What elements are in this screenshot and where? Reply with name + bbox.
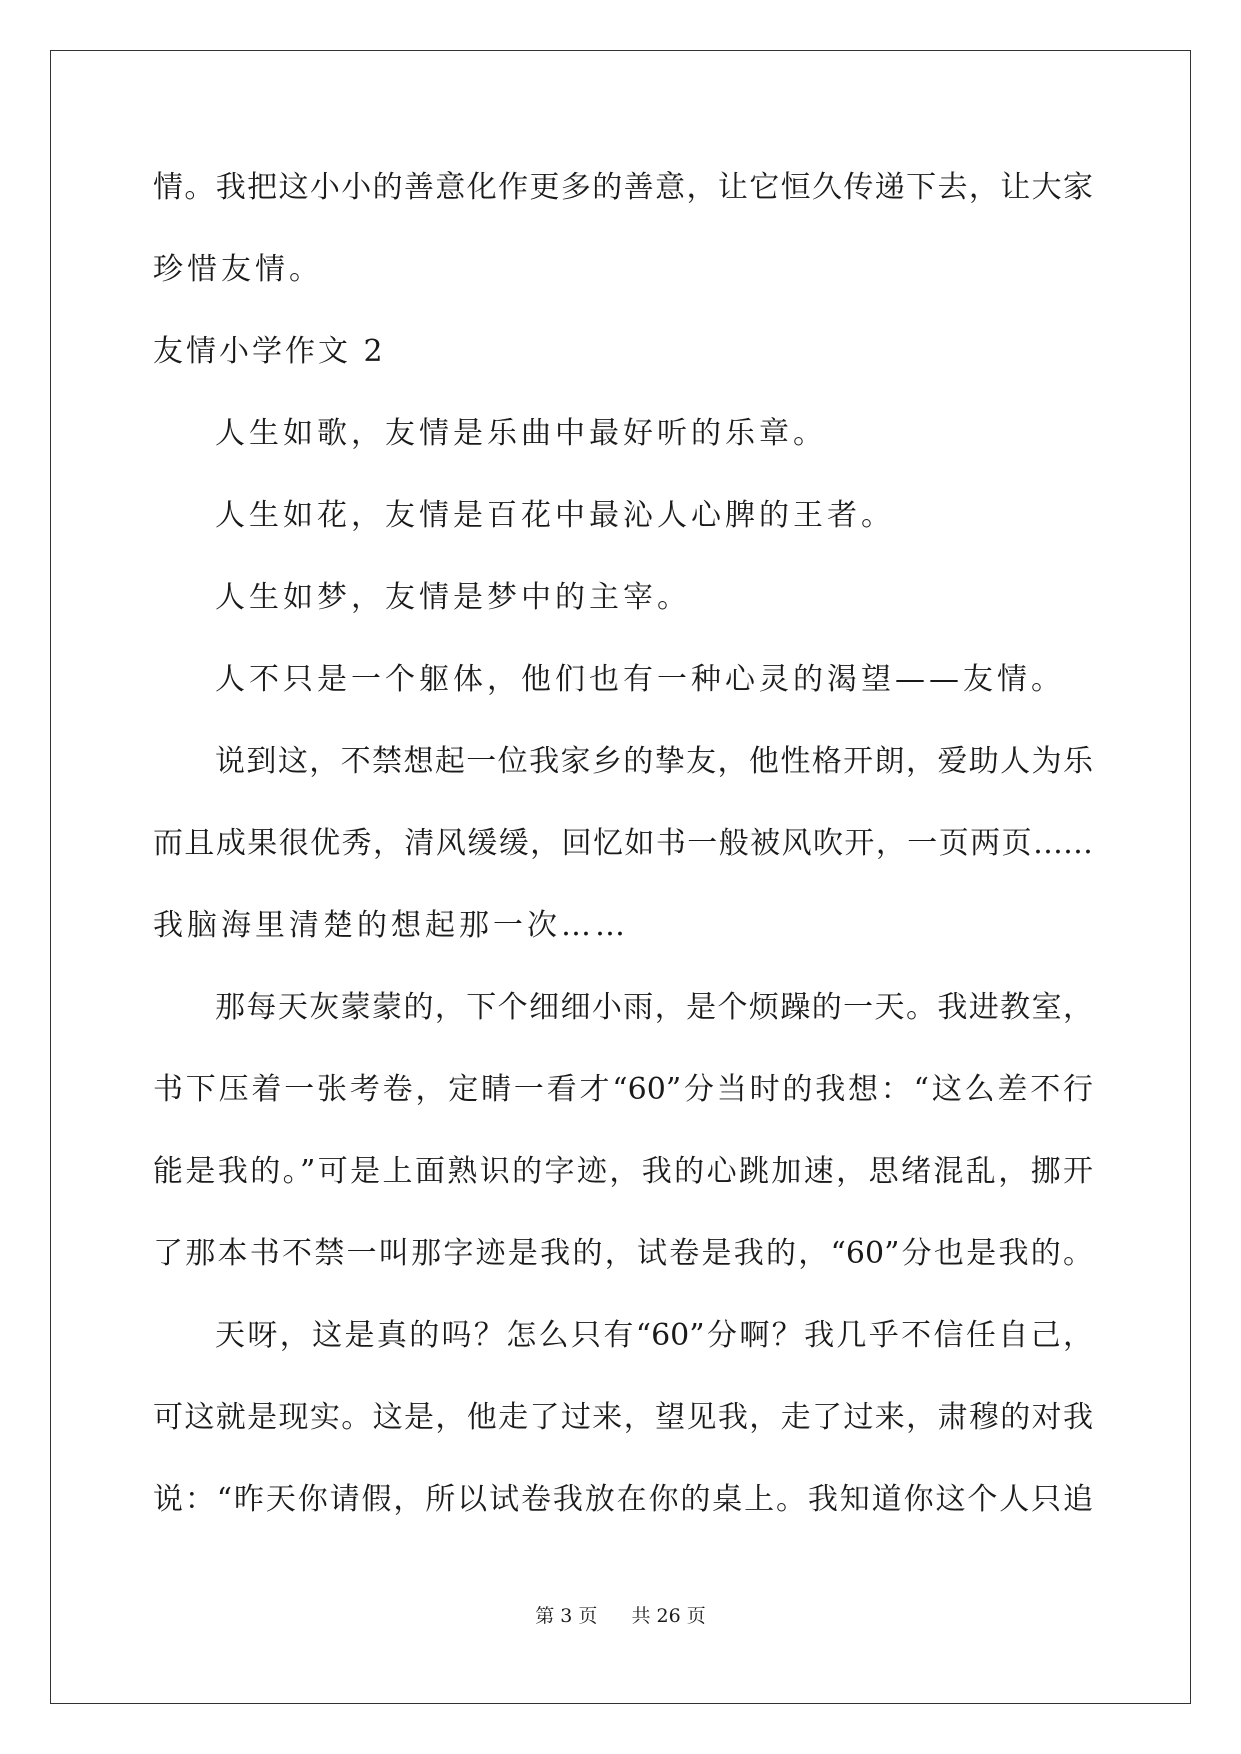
text-line: 人生如花，友情是百花中最沁人心脾的王者。 [215,498,895,533]
text-line: 了那本书不禁一叫那字迹是我的，试卷是我的，“60”分也是我的。 [153,1236,1093,1271]
page-number: 第 3 页 [535,1605,598,1627]
text-line: 天呀，这是真的吗？怎么只有“60”分啊？我几乎不信任自己， [215,1318,1093,1353]
text-line: 珍惜友情。 [153,252,323,287]
page-border [50,50,1191,1704]
text-line: 人不只是一个躯体，他们也有一种心灵的渴望——友情。 [215,662,1065,697]
text-line: 说到这，不禁想起一位我家乡的挚友，他性格开朗，爱助人为乐 [215,744,1093,779]
text-line: 书下压着一张考卷，定睛一看才“60”分当时的我想：“这么差不行 [153,1072,1093,1107]
text-line: 说：“昨天你请假，所以试卷我放在你的桌上。我知道你这个人只追 [153,1482,1093,1517]
page-footer [0,1604,1241,1628]
text-line: 而且成果很优秀，清风缓缓，回忆如书一般被风吹开，一页两页…… [153,826,1093,861]
section-heading: 友情小学作文 2 [153,334,386,369]
page-total: 共 26 页 [631,1605,706,1627]
text-line: 人生如梦，友情是梦中的主宰。 [215,580,691,615]
text-line: 能是我的。”可是上面熟识的字迹，我的心跳加速，思绪混乱，挪开 [153,1154,1093,1189]
text-line: 可这就是现实。这是，他走了过来，望见我，走了过来，肃穆的对我 [153,1400,1093,1435]
text-line: 人生如歌，友情是乐曲中最好听的乐章。 [215,416,827,451]
text-line: 那每天灰蒙蒙的，下个细细小雨，是个烦躁的一天。我进教室， [215,990,1093,1025]
text-line: 我脑海里清楚的想起那一次…… [153,908,629,943]
text-line: 情。我把这小小的善意化作更多的善意，让它恒久传递下去，让大家 [153,170,1093,205]
